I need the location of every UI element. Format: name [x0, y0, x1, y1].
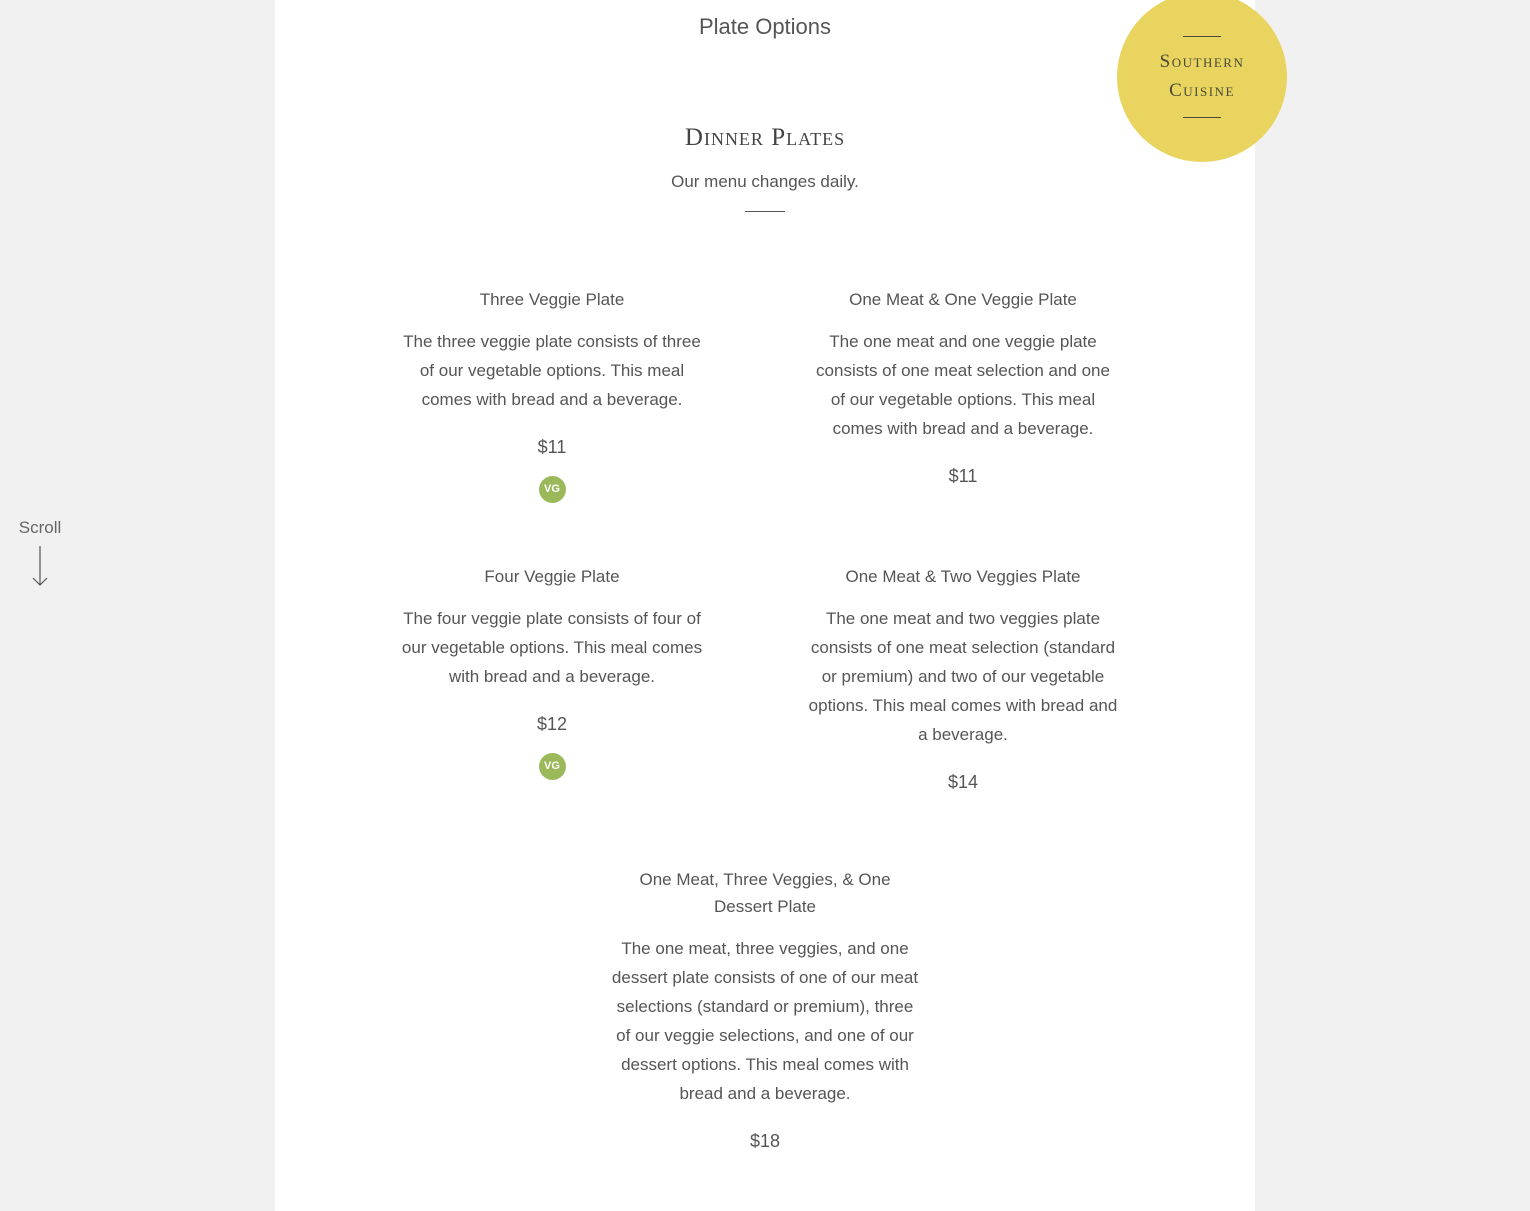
section-divider [745, 211, 785, 212]
menu-item-name: One Meat & One Veggie Plate [849, 290, 1077, 309]
logo-line-1: Southern [1159, 51, 1245, 72]
menu-item-description: The one meat and one veggie plate consists of one meat selection and one of our vegetable options. This meal comes with bread and a beverage. [816, 332, 1110, 438]
menu-item-one-meat-three-veggies-one-dessert-plate [610, 866, 920, 1152]
vegan-badge: VG [539, 753, 566, 780]
scroll-label: Scroll [18, 518, 62, 537]
logo-badge[interactable] [1117, 0, 1287, 162]
page-title: Plate Options [698, 14, 832, 39]
arrow-down-icon [30, 546, 50, 588]
menu-item-price: $11 [537, 437, 567, 457]
menu-item-one-meat-two-veggies-plate [808, 563, 1118, 793]
menu-item-name: Four Veggie Plate [484, 567, 620, 586]
menu-item-one-meat-one-veggie-plate [808, 286, 1118, 487]
menu-item-description: The one meat and two veggies plate consists of one meat selection (standard or premium) and two of our vegetable options. This meal comes with bread and a beverage. [808, 609, 1118, 744]
menu-item-price: $18 [749, 1131, 781, 1151]
menu-item-description: The four veggie plate consists of four of our vegetable options. This meal comes with bread and a beverage. [401, 609, 703, 686]
vegan-badge: VG [539, 476, 566, 503]
menu-item-name: One Meat, Three Veggies, & One Dessert Plate [639, 870, 891, 916]
menu-item-three-veggie-plate [397, 286, 707, 503]
logo-divider [1183, 36, 1221, 37]
menu-item-four-veggie-plate [397, 563, 707, 780]
menu-item-price: $14 [947, 772, 979, 792]
menu-item-price: $11 [948, 466, 978, 486]
logo-line-2: Cuisine [1169, 80, 1235, 101]
section-title: Dinner Plates [684, 124, 846, 151]
menu-item-description: The one meat, three veggies, and one dessert plate consists of one of our meat selections (standard or premium), three of our veggie selections, and one of our dessert options. This meal comes with bread and a beverage. [611, 939, 919, 1103]
logo-divider [1183, 117, 1221, 118]
menu-item-price: $12 [536, 714, 568, 734]
logo-text [1160, 47, 1245, 105]
scroll-hint[interactable] [14, 518, 66, 588]
section-subtitle: Our menu changes daily. [671, 172, 859, 191]
menu-item-description: The three veggie plate consists of three of our vegetable options. This meal comes with bread and a beverage. [403, 332, 701, 409]
menu-page [275, 0, 1255, 1211]
menu-item-name: Three Veggie Plate [479, 290, 625, 309]
menu-item-name: One Meat & Two Veggies Plate [845, 567, 1081, 586]
